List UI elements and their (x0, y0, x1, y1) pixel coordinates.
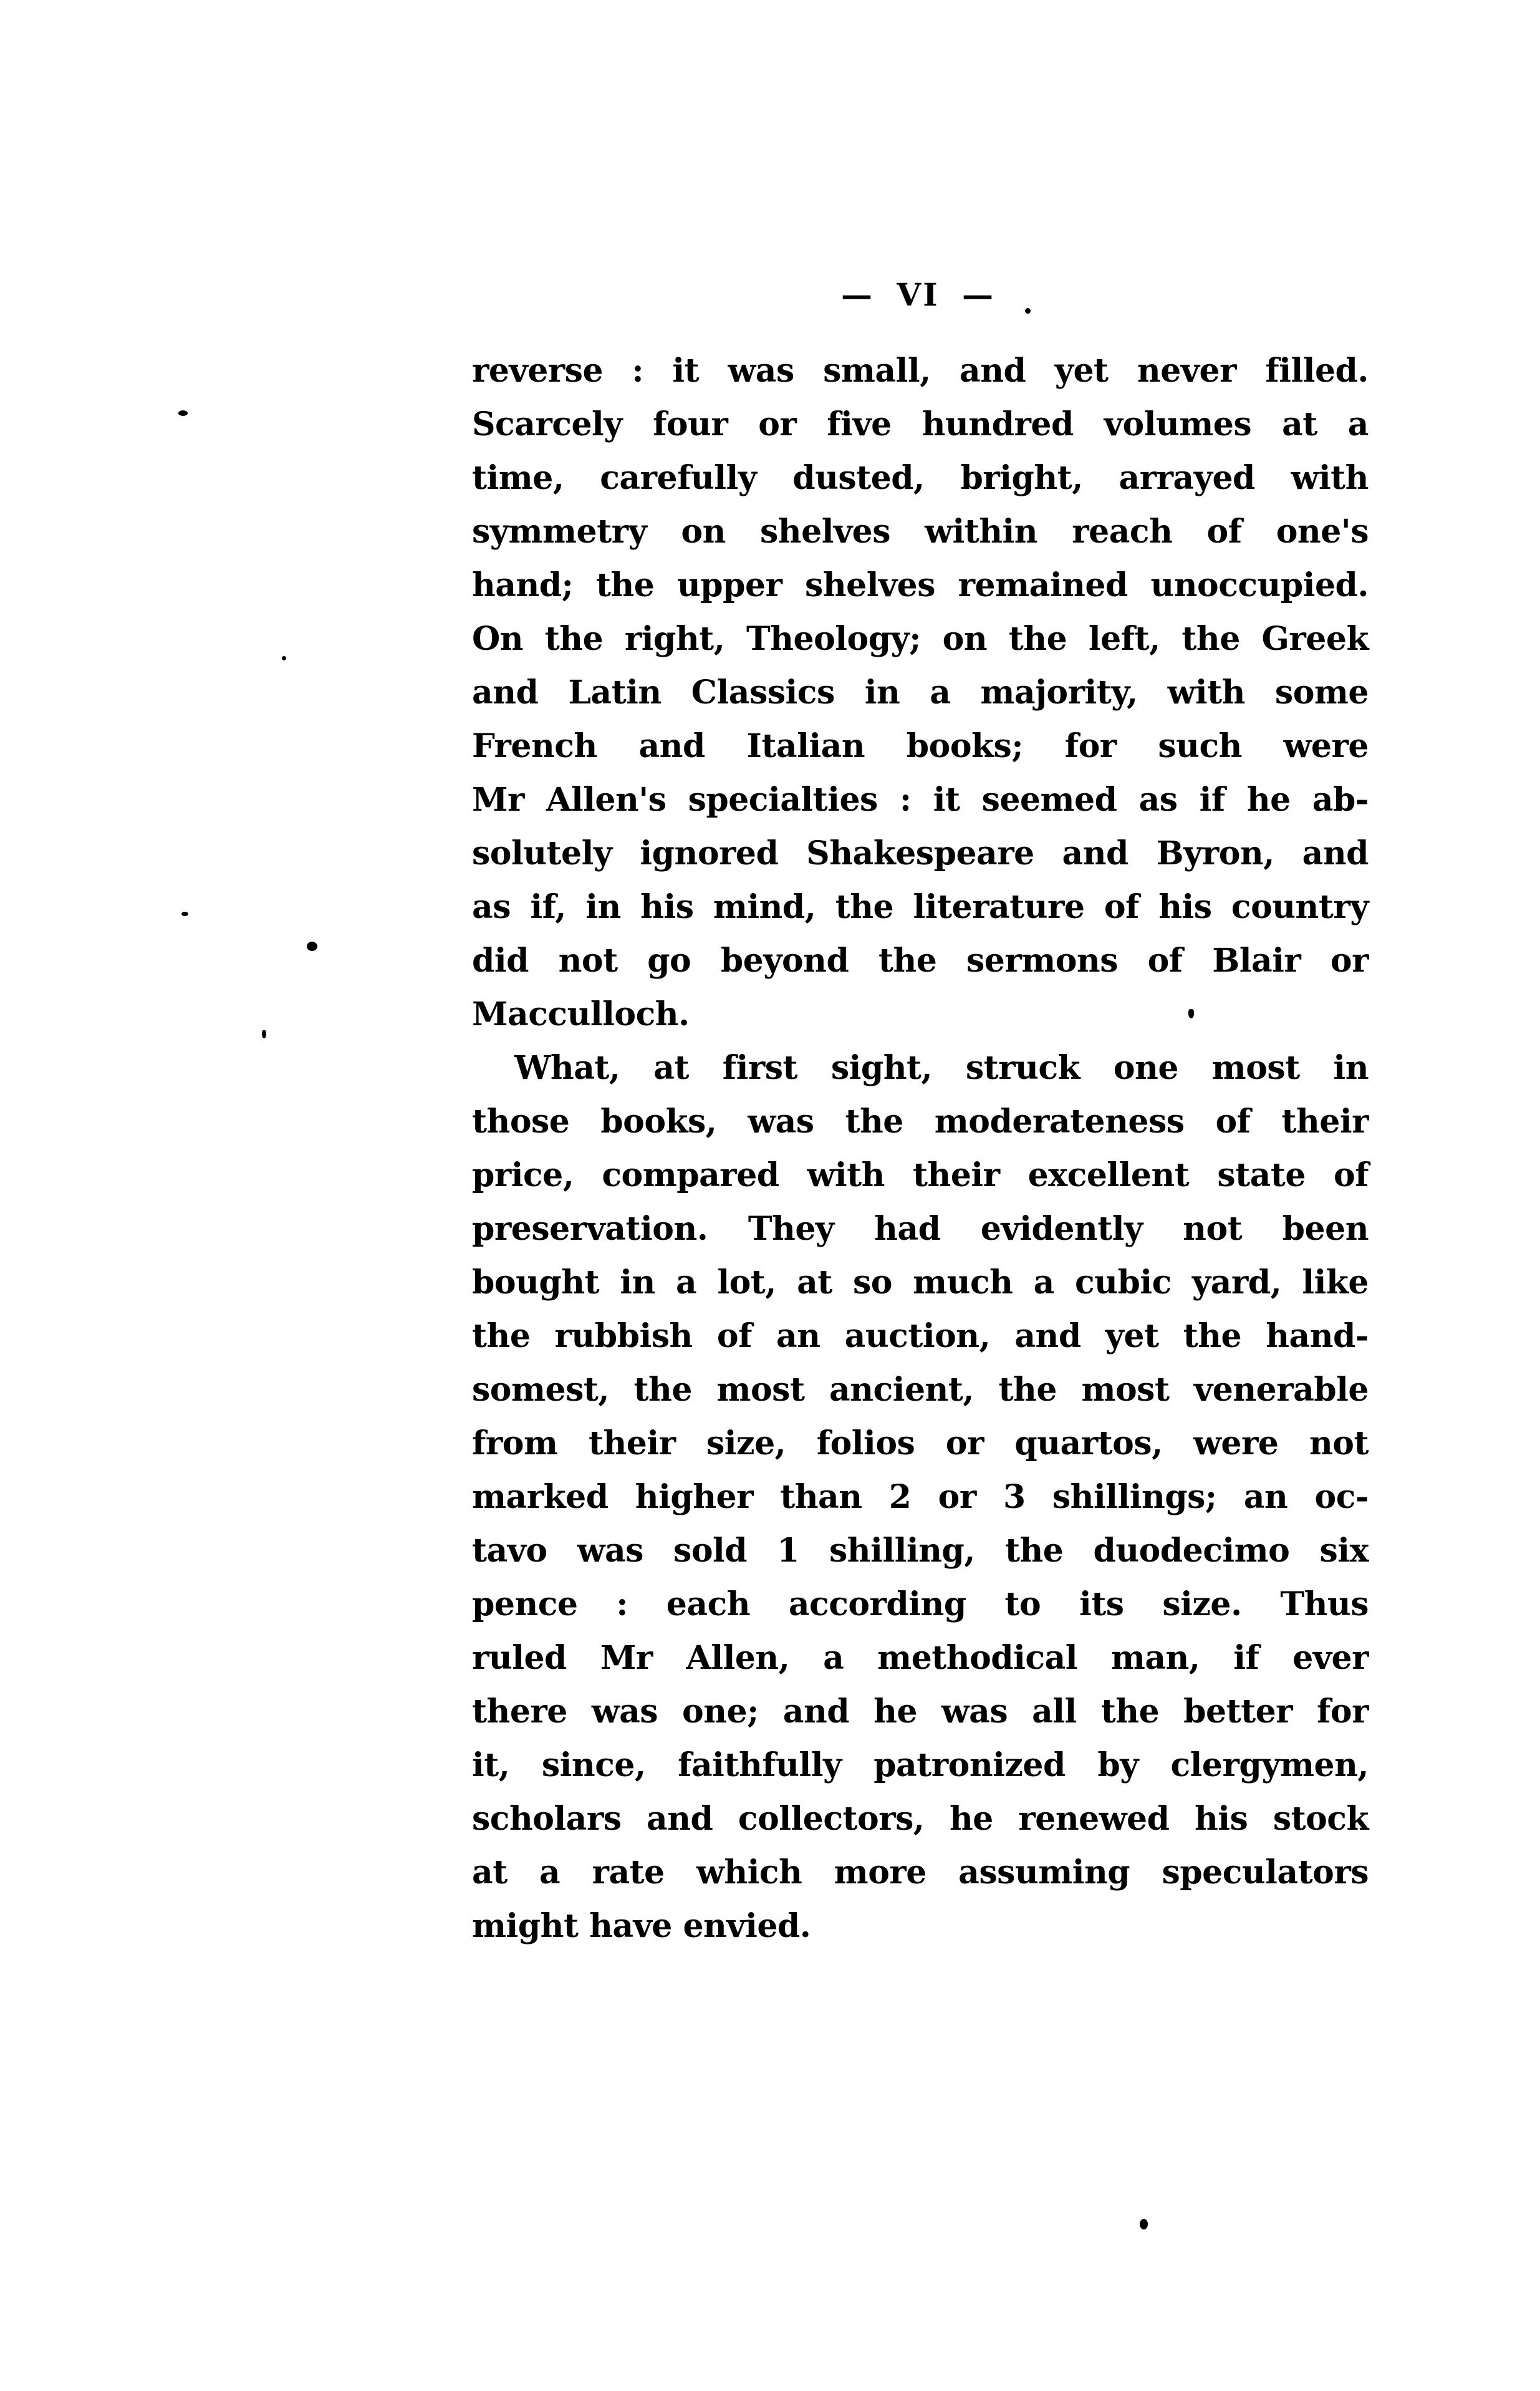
text-line: On the right, Theology; on the left, the Greek (472, 620, 1369, 658)
body-text (472, 344, 1369, 1953)
ink-speck (178, 410, 188, 416)
text-line: solutely ignored Shakespeare and Byron, and (472, 834, 1369, 872)
ink-speck (307, 942, 317, 951)
text-line: bought in a lot, at so much a cubic yard, like (472, 1263, 1369, 1302)
text-line: pence : each according to its size. Thus (472, 1585, 1369, 1623)
text-line: it, since, faithfully patronized by clergymen, (472, 1746, 1369, 1784)
text-line: at a rate which more assuming speculators (472, 1853, 1369, 1891)
text-line: there was one; and he was all the better for (472, 1693, 1369, 1731)
text-line: as if, in his mind, the literature of his country (472, 888, 1369, 926)
ink-speck (1140, 2219, 1148, 2229)
text-line: from their size, folios or quartos, were not (472, 1424, 1369, 1462)
text-line: somest, the most ancient, the most venerable (472, 1371, 1369, 1409)
text-line: those books, was the moderateness of their (472, 1103, 1369, 1141)
text-line: scholars and collectors, he renewed his stock (472, 1800, 1369, 1838)
ink-speck (1025, 308, 1031, 314)
page-number: — VI — (841, 276, 995, 313)
text-line: French and Italian books; for such were (472, 727, 1369, 765)
text-line: symmetry on shelves within reach of one's (472, 513, 1369, 551)
text-line: What, at first sight, struck one most in (514, 1049, 1369, 1087)
ink-speck (262, 1030, 266, 1038)
text-line: Mr Allen's specialties : it seemed as if he ab- (472, 781, 1369, 819)
ink-speck (282, 656, 286, 660)
ink-speck (181, 912, 188, 916)
text-line: price, compared with their excellent state of (472, 1156, 1369, 1194)
text-line: preservation. They had evidently not been (472, 1210, 1369, 1248)
text-line: ruled Mr Allen, a methodical man, if ever (472, 1639, 1369, 1677)
text-line: might have envied. (472, 1907, 811, 1945)
text-line: and Latin Classics in a majority, with some (472, 674, 1369, 712)
text-line: reverse : it was small, and yet never filled. (472, 352, 1369, 390)
text-line: the rubbish of an auction, and yet the hand- (472, 1317, 1369, 1355)
text-line: Macculloch. (472, 995, 690, 1033)
text-line: Scarcely four or five hundred volumes at a (472, 405, 1369, 443)
text-line: hand; the upper shelves remained unoccupied. (472, 566, 1369, 604)
text-line: time, carefully dusted, bright, arrayed with (472, 459, 1369, 497)
text-line: tavo was sold 1 shilling, the duodecimo six (472, 1532, 1369, 1570)
text-line: marked higher than 2 or 3 shillings; an oc- (472, 1478, 1369, 1516)
text-line: did not go beyond the sermons of Blair or (472, 942, 1369, 980)
ink-speck (1188, 1009, 1194, 1018)
